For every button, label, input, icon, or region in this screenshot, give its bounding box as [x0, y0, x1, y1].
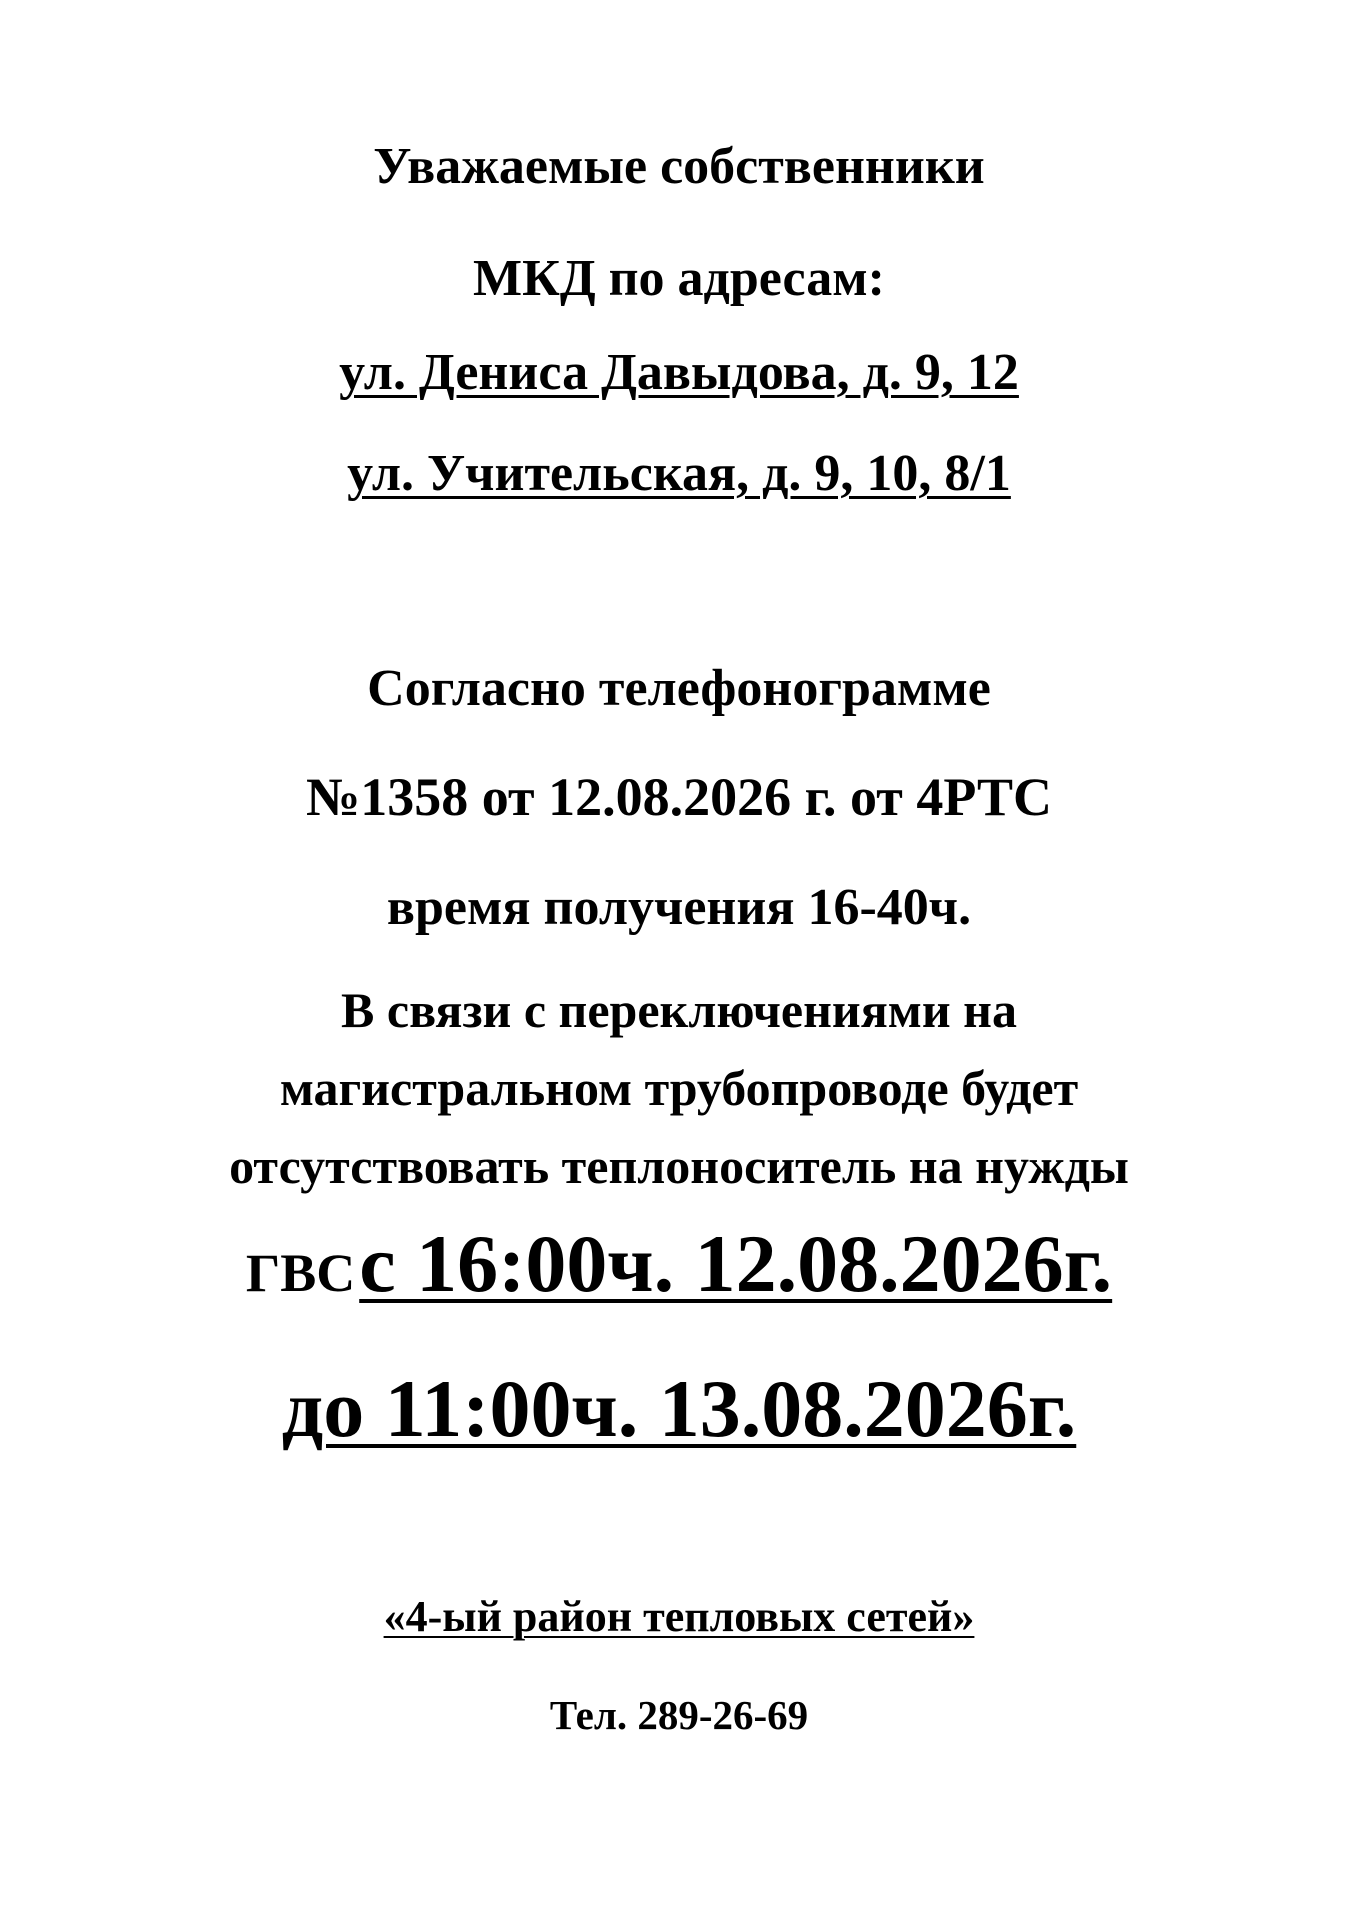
outage-from-date: с 16:00ч. 12.08.2026г.: [359, 1218, 1113, 1309]
address-line-2: [0, 445, 1358, 502]
address-line-1: [0, 344, 1358, 401]
notice-line-1: Согласно телефонограмме: [367, 660, 991, 717]
notice-line-6: отсутствовать теплоноситель на нужды: [229, 1138, 1129, 1194]
notice-line-4: В связи с переключениями на: [341, 982, 1017, 1038]
address-text-2: ул. Учительская, д. 9, 10, 8/1: [347, 445, 1011, 502]
outage-to-line: [0, 1363, 1358, 1454]
notice-line-3: время получения 16-40ч.: [386, 879, 972, 936]
gvs-label: ГВС: [245, 1243, 356, 1303]
organization-line: [0, 1592, 1358, 1641]
greeting-line-2: МКД по адресам:: [473, 250, 885, 307]
address-text-1: ул. Дениса Давыдова, д. 9, 12: [339, 344, 1019, 401]
organization-name: «4-ый район тепловых сетей»: [383, 1592, 975, 1641]
notice-line-2: №1358 от 12.08.2026 г. от 4РТС: [306, 767, 1052, 827]
outage-from-line: [0, 1218, 1358, 1309]
greeting-line-1: Уважаемые собственники: [373, 138, 985, 195]
outage-to-date: до 11:00ч. 13.08.2026г.: [281, 1363, 1077, 1454]
phone-line: Тел. 289-26-69: [549, 1692, 809, 1738]
notice-line-5: магистральном трубопроводе будет: [279, 1060, 1079, 1116]
